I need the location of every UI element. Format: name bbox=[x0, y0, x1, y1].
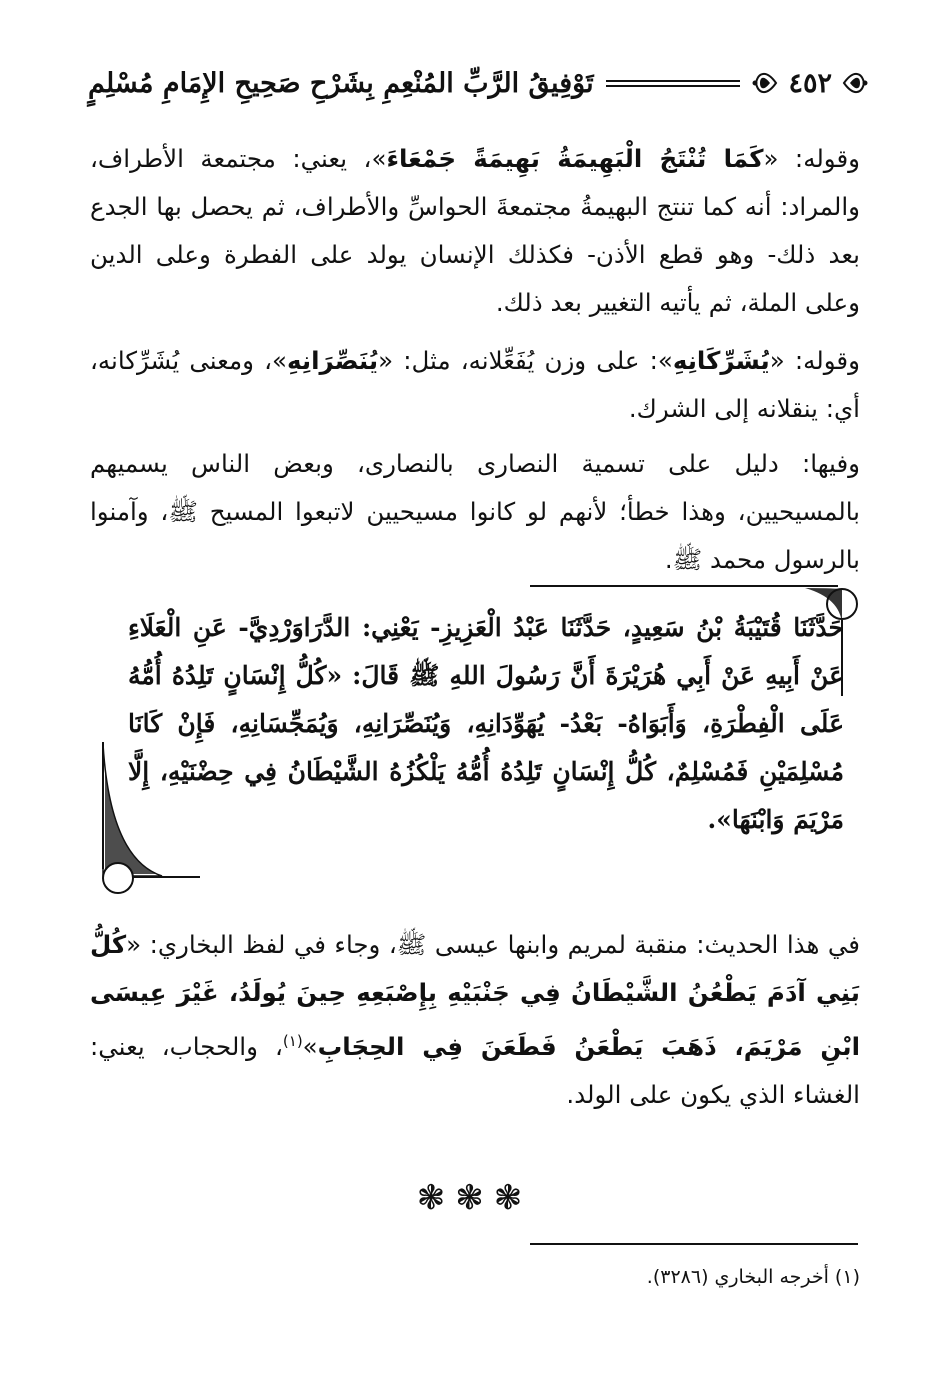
page-number-ornament bbox=[752, 63, 868, 103]
book-title: تَوْفِيقُ الرَّبِّ المُنْعِمِ بِشَرْحِ صَحِيحِ الإِمَامِ مُسْلِمٍ bbox=[88, 67, 594, 99]
p2-middle: »: على وزن يُفَعِّلانه، مثل: « bbox=[378, 346, 673, 375]
hadith-text: حَدَّثَنَا قُتَيْبَةُ بْنُ سَعِيدٍ، حَدَّثَنَا عَبْدُ الْعَزِيزِ- يَعْنِي: الدَّرَاوَرْدِيَّ- عَنِ الْعَلَاءِ عَنْ أَبِيهِ عَنْ أَبِي هُرَيْرَةَ أَنَّ رَسُولَ اللهِ ﷺ قَالَ: «كُلُّ إِنْسَانٍ تَلِدُهُ أُمُّهُ عَلَى الْفِطْرَةِ، وَأَبَوَاهُ- بَعْدُ- يُهَوِّدَانِهِ، وَيُنَصِّرَانِهِ، وَيُمَجِّسَانِهِ، فَإِنْ كَانَا مُسْلِمَيْنِ فَمُسْلِمٌ، كُلُّ إِنْسَانٍ تَلِدُهُ أُمُّهُ يَلْكُزُهُ الشَّيْطَانُ فِي حِضْنَيْهِ، إِلَّا مَرْيَمَ وَابْنَهَا». bbox=[128, 613, 844, 834]
p2-quote-1: يُشَرِّكَانِهِ bbox=[672, 346, 770, 375]
p1-intro: وقوله: « bbox=[763, 144, 860, 173]
left-ornament-icon bbox=[752, 63, 778, 103]
paragraph-4 bbox=[90, 921, 860, 1119]
footnote-rule bbox=[530, 1243, 858, 1245]
p1-rest: »، يعني: مجتمعة الأطراف، والمراد: أنه كما تنتج البهيمةُ مجتمعةَ الحواسِّ والأطراف، ثم يحصل بها الجدع بعد ذلك- وهو قطع الأذن- فكذلك الإنسان يولد على الفطرة وعلى الدين وعلى الملة، ثم يأتيه التغيير بعد ذلك. bbox=[90, 144, 860, 317]
page-header bbox=[88, 52, 868, 114]
paragraph-1 bbox=[90, 135, 860, 327]
footnote: (١) أخرجه البخاري (٣٢٨٦). bbox=[646, 1266, 860, 1288]
p4-intro: في هذا الحديث: منقبة لمريم وابنها عيسى ﷺ، وجاء في لفظ البخاري: « bbox=[126, 930, 860, 959]
p4-quote: كُلُّ بَنِي آدَمَ يَطْعُنُ الشَّيْطَانُ فِي جَنْبَيْهِ بِإِصْبَعِهِ حِينَ يُولَدُ، غَيْرَ عِيسَى ابْنِ مَرْيَمَ، ذَهَبَ يَطْعَنُ فَطَعَنَ فِي الحِجَابِ bbox=[90, 930, 860, 1062]
p3-text: وفيها: دليل على تسمية النصارى بالنصارى، وبعض الناس يسميهم بالمسيحيين، وهذا خطأ؛ لأنهم لو كانوا مسيحيين لاتبعوا المسيح ﷺ، وآمنوا بالرسول محمد ﷺ. bbox=[90, 449, 860, 574]
p1-quote: كَمَا تُنْتَجُ الْبَهِيمَةُ بَهِيمَةً جَمْعَاءَ bbox=[386, 144, 764, 173]
hadith-box bbox=[100, 584, 860, 894]
footnote-ref: (١) bbox=[282, 1032, 303, 1050]
paragraph-3 bbox=[90, 440, 860, 584]
p2-rest: »، ومعنى يُشَرِّكانه، أي: ينقلانه إلى الشرك. bbox=[90, 346, 860, 423]
right-ornament-icon bbox=[842, 63, 868, 103]
p4-rest: ، والحجاب، يعني: الغشاء الذي يكون على الولد. bbox=[90, 1032, 860, 1110]
section-separator: ❃❃❃ bbox=[416, 1178, 533, 1218]
header-rule bbox=[606, 80, 741, 87]
paragraph-2 bbox=[90, 337, 860, 433]
p4-close-quote: » bbox=[302, 1032, 318, 1062]
p2-intro: وقوله: « bbox=[769, 346, 860, 375]
p2-quote-2: يُنَصِّرَانِهِ bbox=[287, 346, 379, 375]
page-number: ٤٥٢ bbox=[788, 67, 832, 99]
